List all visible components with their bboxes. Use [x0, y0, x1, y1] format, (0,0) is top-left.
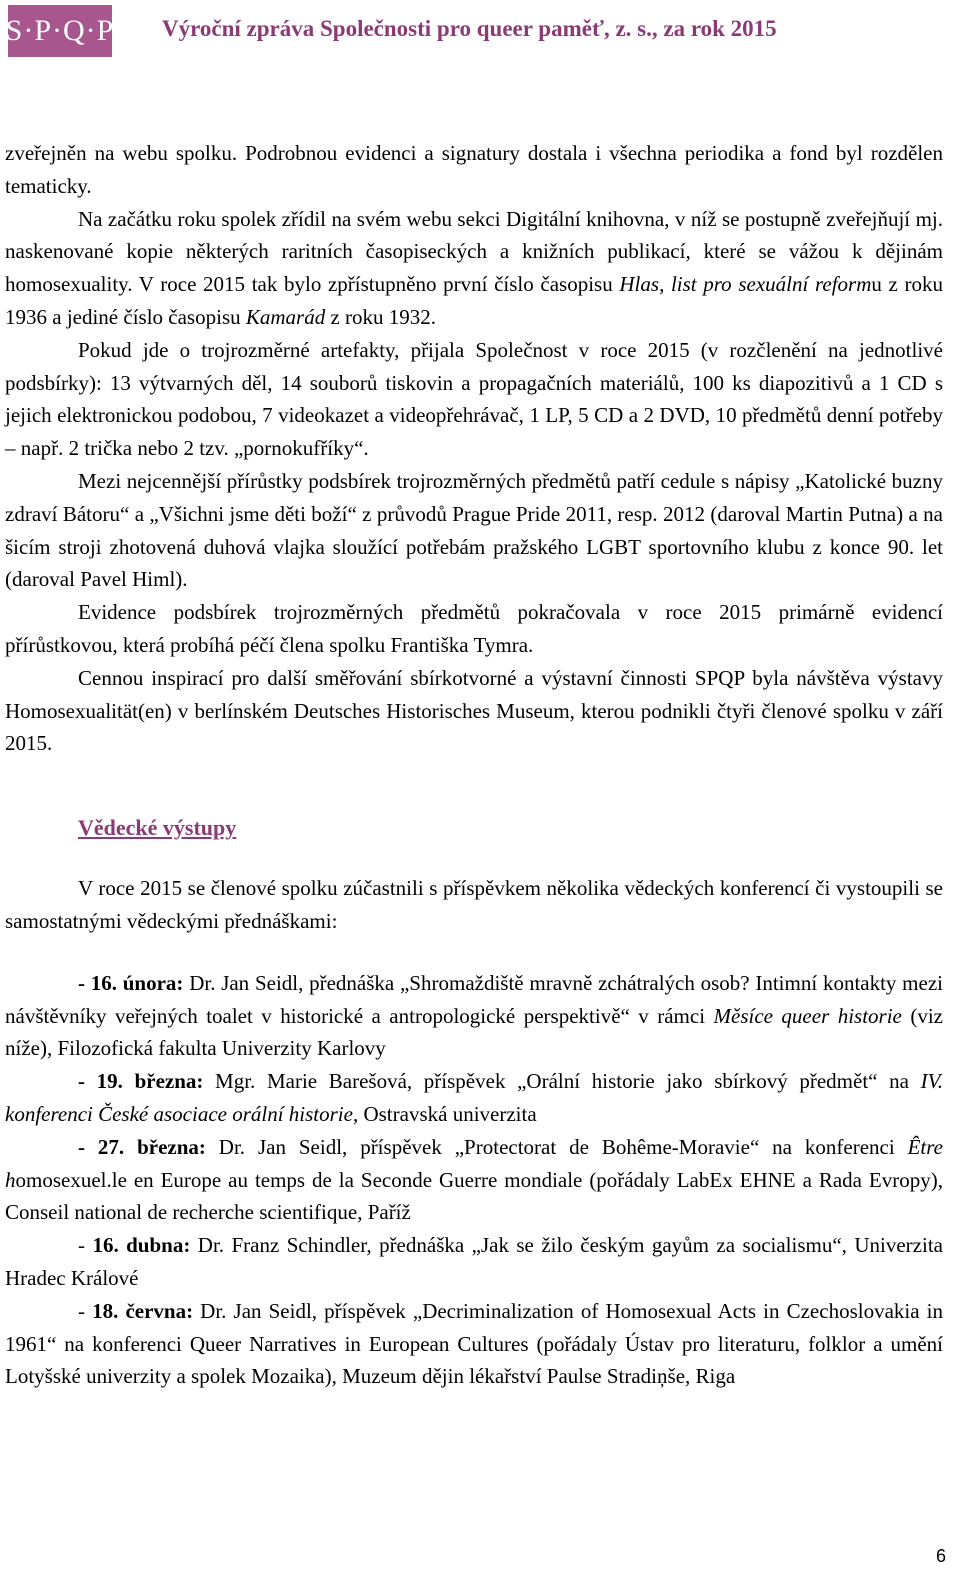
list-item-emphasis: Měsíce queer historie [713, 1003, 902, 1028]
section-heading: Vědecké výstupy [78, 815, 237, 841]
list-item-text: (viz níže), Filozofická fakulta Univerzity Karlovy [5, 1003, 943, 1061]
list-item-date: 18. června: [92, 1298, 194, 1323]
paragraph-acquisitions: Mezi nejcennější přírůstky podsbírek trojrozměrných předmětů patří cedule s nápisy „Katolické buzny zdraví Bátoru“ a „Všichni jsme děti boží“ z průvodů Prague Pride 2011, resp. 2012 (daroval Martin Putna) a na šicím stroji zhotovená duhová vlajka sloužící potřebám pražského LGBT sportovního klubu z konce 90. let (daroval Pavel Himl). [5, 468, 943, 592]
periodical-title: Kamarád [245, 304, 326, 329]
list-item-dash: - [78, 1233, 93, 1258]
list-item [5, 1229, 943, 1295]
list-item-emphasis: IV. konferenci České asociace orální historie [5, 1069, 943, 1126]
text-run: Na začátku roku spolek zřídil na svém webu sekci Digitální knihovna, v níž se postupně zveřejňují mj. naskenované kopie některých raritních časopiseckých a knižních publikací, které se vážou k dějinám homosexuality. V roce 2015 tak bylo zpřístupněno první číslo časopisu [5, 206, 943, 297]
list-item-text: , Ostravská univerzita [352, 1101, 537, 1126]
list-item-dash: - [78, 1069, 97, 1094]
text-run: u z roku 1936 a jediné číslo časopisu [5, 272, 943, 329]
list-item [5, 1295, 943, 1393]
paragraph: zveřejněn na webu spolku. Podrobnou evidenci a signatury dostala i všechna periodika a fond byl rozdělen tematicky. [5, 141, 943, 198]
list-item-date: 16. dubna: [92, 1233, 191, 1258]
list-item-text: omosexuel.le en Europe au temps de la Seconde Guerre mondiale (pořádaly LabEx EHNE a Rada Evropy), Conseil national de recherche scientifique, Paříž [5, 1167, 943, 1225]
list-item-dash: - [78, 1134, 98, 1159]
entry-list [5, 967, 943, 1393]
list-item-text: Mgr. Marie Barešová, příspěvek „Orální historie jako sbírkový předmět“ na [203, 1069, 921, 1094]
paragraph-digital-library [5, 203, 943, 334]
list-item-date: 16. února: [90, 970, 184, 995]
page-number: 6 [935, 1546, 946, 1566]
list-item-text: Dr. Jan Seidl, příspěvek „Protectorat de Bohême-Moravie“ na konferenci [205, 1134, 908, 1159]
list-item [5, 1065, 943, 1131]
list-item-text: Dr. Jan Seidl, příspěvek „Decriminalization of Homosexual Acts in Czechoslovakia in 1961“ na konferenci Queer Narratives in European Cultures (pořádaly Ústav pro literaturu, folklor a umění Lotyšské univerzity a spolek Mozaika), Muzeum dějin lékařství Paulse Stradiņše, Riga [5, 1298, 943, 1389]
spqp-logo: S·P·Q·P [8, 5, 112, 57]
list-item [5, 967, 943, 1065]
page-content [5, 137, 943, 1393]
paragraph-inspiration: Cennou inspirací pro další směřování sbírkotvorné a výstavní činnosti SPQP byla návštěva výstavy Homosexualität(en) v berlínském Deutsches Historisches Museum, kterou podnikli čtyři členové spolku v září 2015. [5, 665, 943, 756]
paragraph-evidence: Evidence podsbírek trojrozměrných předmětů pokračovala v roce 2015 primárně evidencí přírůstkovou, která probíhá péčí člena spolku Františka Tymra. [5, 600, 943, 657]
header-title: Výroční zpráva Společnosti pro queer paměť, z. s., za rok 2015 [162, 16, 777, 41]
list-item-text: Dr. Franz Schindler, přednáška „Jak se žilo českým gayům za socialismu“, Univerzita Hradec Králové [5, 1233, 943, 1290]
list-item-date: 27. března: [97, 1134, 206, 1159]
list-item-text: Dr. Jan Seidl, přednáška „Shromaždiště mravně zchátralých osob? Intimní kontakty mezi návštěvníky veřejných toalet v historické a antropologické perspektivě“ v rámci [5, 970, 943, 1028]
list-item-date: 19. března: [96, 1069, 204, 1094]
paragraph-artifacts: Pokud jde o trojrozměrné artefakty, přijala Společnost v roce 2015 (v rozčlenění na jednotlivé podsbírky): 13 výtvarných děl, 14 souborů tiskovin a propagačních materiálů, 100 ks diapozitivů a 1 CD s jejich elektronickou podobou, 7 videokazet a videopřehrávač, 1 LP, 5 CD a 2 DVD, 10 předmětů denní potřeby – např. 2 trička nebo 2 tzv. „pornokufříky“. [5, 337, 943, 461]
periodical-title: Hlas, list pro sexuální reform [619, 272, 872, 297]
list-item-dash: - [78, 1298, 93, 1323]
section-intro: V roce 2015 se členové spolku zúčastnili s příspěvkem několika vědeckých konferencí či vystoupili se samostatnými vědeckými přednáškami: [5, 876, 943, 933]
text-run: z roku 1932. [325, 304, 437, 329]
list-item-emphasis: Être h [5, 1134, 943, 1192]
list-item [5, 1131, 943, 1229]
list-item-dash: - [78, 970, 91, 995]
